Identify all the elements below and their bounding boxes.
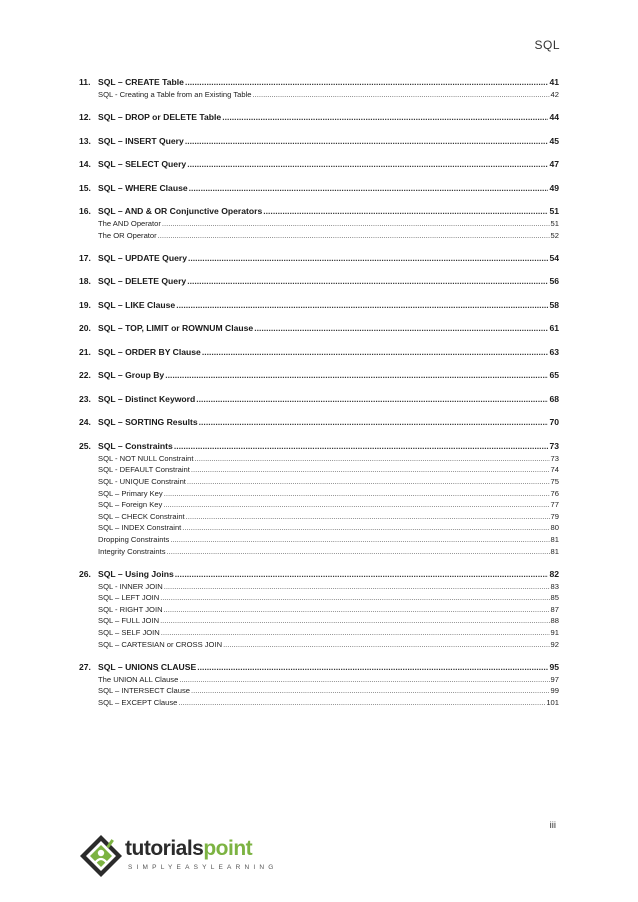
toc-page-number: 85 [550,593,559,603]
toc-gap [79,265,559,276]
toc-page-number: 74 [550,465,559,475]
page-number: iii [549,820,556,831]
toc-chapter-number: 13. [79,135,91,146]
toc-chapter-label [79,182,188,195]
toc-chapter-entry[interactable] [79,135,559,148]
toc-chapter-title: SQL – LIKE Clause [98,299,176,310]
toc-chapter-title: SQL – UNIONS CLAUSE [98,661,197,672]
toc-chapter-entry[interactable] [79,252,559,265]
toc-page-number: 52 [550,230,559,240]
toc-page-number: 81 [550,534,559,544]
toc-leader-dots [170,534,549,546]
toc-gap [79,124,559,135]
toc-leader-dots [182,522,549,534]
toc-page-number: 92 [550,639,559,649]
toc-chapter-entry[interactable] [79,299,559,312]
toc-chapter-entry[interactable] [79,322,559,335]
toc-gap [79,406,559,417]
toc-subsection-entry[interactable] [79,230,559,242]
toc-chapter-title: SQL – ORDER BY Clause [98,346,201,357]
toc-subsection-entry[interactable] [79,218,559,230]
toc-leader-dots [176,299,548,312]
toc-page-number: 87 [550,604,559,614]
toc-leader-dots [191,685,550,697]
toc-subsection-entry[interactable] [79,592,559,604]
toc-subsection-title: SQL – EXCEPT Clause [98,697,178,707]
toc-gap [79,650,559,661]
toc-page-number: 95 [549,661,559,672]
toc-leader-dots [187,275,548,288]
toc-chapter-label [79,393,195,406]
running-header-title: SQL [534,38,560,52]
toc-gap [79,101,559,112]
toc-chapter-label [79,299,175,312]
toc-leader-dots [164,488,550,500]
table-of-contents [79,76,559,708]
toc-leader-dots [185,135,549,148]
toc-chapter-entry[interactable] [79,111,559,124]
toc-subsection-entry[interactable] [79,674,559,686]
toc-chapter-entry[interactable] [79,440,559,453]
toc-page-number: 91 [550,628,559,637]
toc-chapter-entry[interactable] [79,416,559,429]
toc-chapter-label [79,158,186,171]
toc-page-number: 76 [550,488,559,498]
toc-leader-dots [191,464,550,476]
toc-subsection-entry[interactable] [79,476,559,488]
toc-chapter-number: 18. [79,276,91,287]
toc-chapter-title: SQL – AND & OR Conjunctive Operators [98,206,263,217]
toc-subsection-entry[interactable] [79,522,559,534]
toc-chapter-title: SQL – Distinct Keyword [98,393,196,404]
toc-chapter-entry[interactable] [79,158,559,171]
toc-chapter-label [79,661,196,674]
toc-chapter-label [79,440,173,453]
toc-chapter-label [79,135,184,148]
toc-subsection-title: SQL – SELF JOIN [98,628,160,637]
toc-chapter-label [79,346,201,359]
toc-page-number: 51 [550,219,559,229]
toc-page-number: 81 [550,546,559,556]
toc-subsection-title: SQL – CARTESIAN or CROSS JOIN [98,639,223,649]
toc-leader-dots [202,346,549,359]
toc-chapter-number: 22. [79,370,91,381]
toc-leader-dots [185,76,548,89]
toc-page-number: 70 [549,417,559,428]
toc-chapter-entry[interactable] [79,182,559,195]
toc-subsection-entry[interactable] [79,488,559,500]
toc-chapter-entry[interactable] [79,369,559,382]
toc-subsection-title: SQL – Foreign Key [98,500,163,510]
toc-leader-dots [196,393,548,406]
toc-chapter-title: SQL – Using Joins [98,568,174,579]
toc-chapter-entry[interactable] [79,568,559,581]
toc-leader-dots [163,499,549,511]
tutorialspoint-logo-icon [78,833,124,881]
toc-chapter-entry[interactable] [79,205,559,218]
toc-page-number: 79 [550,511,559,521]
toc-chapter-label [79,416,198,429]
toc-leader-dots [162,218,550,230]
toc-page-number: 97 [550,674,559,684]
toc-subsection-title: SQL – INTERSECT Clause [98,686,190,696]
toc-chapter-number: 21. [79,346,91,357]
toc-page-number: 82 [549,568,559,579]
toc-page-number: 73 [549,440,559,451]
toc-page-number: 44 [549,112,559,123]
toc-chapter-number: 19. [79,299,91,310]
toc-subsection-entry[interactable] [79,685,559,697]
toc-leader-dots [161,627,550,639]
toc-subsection-title: SQL – CHECK Constraint [98,511,185,521]
toc-page-number: 54 [549,252,559,263]
toc-subsection-title: SQL - NOT NULL Constraint [98,453,194,463]
toc-chapter-title: SQL – WHERE Clause [98,182,188,193]
toc-page-number: 49 [549,182,559,193]
toc-subsection-entry[interactable] [79,615,559,627]
toc-chapter-label [79,205,262,218]
toc-gap [79,288,559,299]
toc-subsection-entry[interactable] [79,639,559,651]
toc-subsection-title: The AND Operator [98,219,161,229]
toc-leader-dots [167,546,550,558]
toc-leader-dots [160,592,549,604]
toc-page-number: 101 [546,697,559,707]
toc-subsection-entry[interactable] [79,499,559,511]
toc-gap [79,557,559,568]
toc-subsection-title: SQL – LEFT JOIN [98,593,160,603]
toc-leader-dots [164,604,550,616]
toc-subsection-entry[interactable] [79,604,559,616]
tutorialspoint-logo [78,833,278,881]
toc-gap [79,171,559,182]
logo-tagline: SIMPLYEASYLEARNING [128,864,278,871]
toc-page-number: 65 [549,370,559,381]
toc-chapter-number: 11. [79,77,91,87]
toc-page-number: 77 [550,500,559,510]
toc-subsection-title: The UNION ALL Clause [98,674,179,684]
toc-leader-dots [179,674,549,686]
toc-subsection-title: SQL - DEFAULT Constraint [98,465,190,475]
toc-gap [79,312,559,323]
toc-subsection-entry[interactable] [79,546,559,558]
toc-chapter-entry[interactable] [79,76,559,89]
toc-chapter-label [79,369,164,382]
toc-page-number: 80 [550,523,559,533]
toc-leader-dots [199,416,549,429]
toc-chapter-label [79,322,253,335]
toc-chapter-title: SQL – DROP or DELETE Table [98,112,222,123]
toc-subsection-entry[interactable] [79,511,559,523]
toc-leader-dots [253,89,550,101]
toc-page-number: 75 [550,476,559,486]
toc-chapter-title: SQL – SELECT Query [98,159,187,170]
toc-leader-dots [175,568,549,581]
toc-chapter-number: 14. [79,159,91,170]
toc-chapter-number: 20. [79,323,91,334]
toc-chapter-entry[interactable] [79,346,559,359]
toc-leader-dots [189,182,549,195]
logo-wordmark [125,837,252,861]
toc-subsection-entry[interactable] [79,697,559,709]
toc-leader-dots [158,230,550,242]
toc-subsection-title: SQL - INNER JOIN [98,581,163,591]
toc-leader-dots [160,615,549,627]
toc-leader-dots [187,158,548,171]
toc-leader-dots [178,697,545,709]
toc-chapter-entry[interactable] [79,275,559,288]
toc-chapter-label [79,111,221,124]
toc-gap [79,335,559,346]
toc-page-number: 83 [550,581,559,591]
toc-chapter-number: 25. [79,440,91,451]
toc-chapter-number: 23. [79,393,91,404]
toc-page-number: 42 [550,90,559,99]
toc-page-number: 99 [550,686,559,696]
toc-chapter-label [79,275,186,288]
toc-gap [79,382,559,393]
toc-subsection-title: SQL – Primary Key [98,488,163,498]
toc-leader-dots [197,661,548,674]
toc-chapter-title: SQL – CREATE Table [98,77,184,87]
toc-page-number: 61 [549,323,559,334]
toc-page-number: 88 [550,616,559,626]
toc-leader-dots [186,511,550,523]
toc-page-number: 45 [549,135,559,146]
toc-gap [79,359,559,370]
toc-subsection-title: Integrity Constraints [98,546,166,556]
toc-subsection-entry[interactable] [79,453,559,465]
toc-chapter-number: 15. [79,182,91,193]
toc-leader-dots [187,476,550,488]
toc-subsection-title: SQL - UNIQUE Constraint [98,476,186,486]
toc-page-number: 51 [549,206,559,217]
toc-chapter-title: SQL – DELETE Query [98,276,187,287]
toc-gap [79,195,559,206]
toc-chapter-number: 12. [79,112,91,123]
toc-page-number: 58 [549,299,559,310]
toc-page-number: 56 [549,276,559,287]
toc-leader-dots [263,205,548,218]
toc-leader-dots [165,369,548,382]
toc-subsection-title: Dropping Constraints [98,534,170,544]
logo-word-point: point [203,837,253,860]
toc-page-number: 63 [549,346,559,357]
toc-chapter-number: 27. [79,661,91,672]
toc-page-number: 41 [549,77,559,87]
toc-chapter-number: 17. [79,252,91,263]
toc-subsection-title: SQL – FULL JOIN [98,616,160,626]
toc-leader-dots [222,111,548,124]
toc-subsection-entry[interactable] [79,534,559,546]
toc-leader-dots [195,453,550,465]
toc-gap [79,148,559,159]
toc-leader-dots [188,252,548,265]
toc-subsection-title: SQL - RIGHT JOIN [98,604,163,614]
toc-leader-dots [174,440,549,453]
toc-chapter-number: 26. [79,568,91,579]
toc-gap [79,429,559,440]
toc-chapter-label [79,568,174,581]
logo-word-tutorials: tutorials [125,837,204,860]
toc-chapter-entry[interactable] [79,393,559,406]
toc-subsection-title: The OR Operator [98,230,157,240]
toc-subsection-entry[interactable] [79,627,559,639]
toc-chapter-title: SQL – TOP, LIMIT or ROWNUM Clause [98,323,254,334]
toc-leader-dots [223,639,549,651]
toc-chapter-label [79,252,187,265]
toc-chapter-number: 24. [79,417,91,428]
toc-chapter-entry[interactable] [79,661,559,674]
toc-leader-dots [254,322,548,335]
toc-chapter-title: SQL – Constraints [98,440,173,451]
toc-page-number: 68 [549,393,559,404]
toc-chapter-title: SQL – SORTING Results [98,417,198,428]
toc-subsection-title: SQL – INDEX Constraint [98,523,182,533]
toc-subsection-entry[interactable] [79,581,559,593]
toc-chapter-title: SQL – Group By [98,370,165,381]
toc-leader-dots [164,581,550,593]
toc-chapter-number: 16. [79,206,91,217]
toc-chapter-title: SQL – UPDATE Query [98,252,187,263]
toc-chapter-label [79,76,184,89]
toc-gap [79,241,559,252]
toc-subsection-entry[interactable] [79,89,559,101]
toc-page-number: 47 [549,159,559,170]
toc-chapter-title: SQL – INSERT Query [98,135,184,146]
toc-subsection-entry[interactable] [79,464,559,476]
toc-page-number: 73 [550,453,559,463]
toc-subsection-title: SQL - Creating a Table from an Existing Table [98,90,252,99]
